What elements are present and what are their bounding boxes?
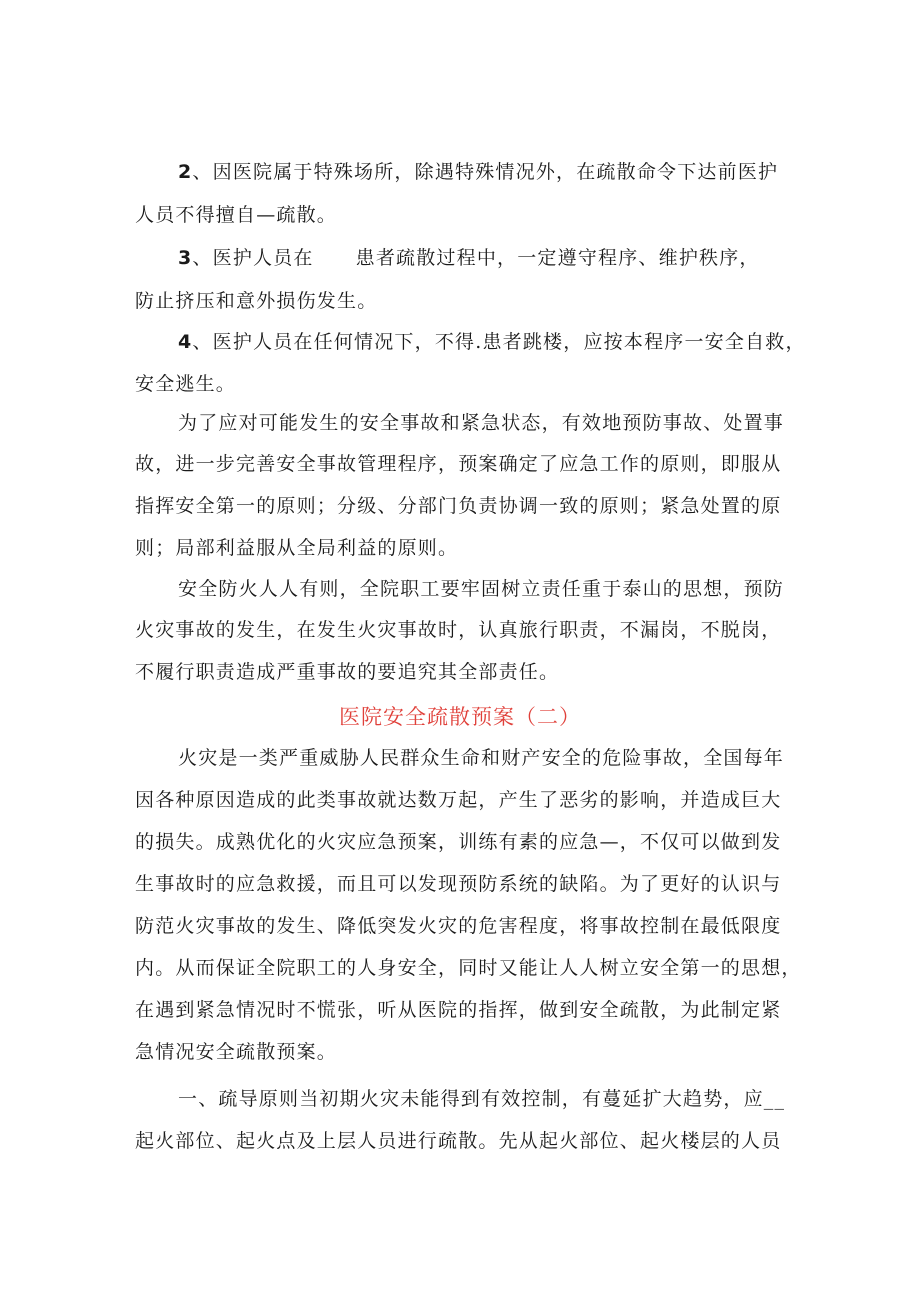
item-3-line-1: 3、医护人员在 患者疏散过程中，一定遵守程序、维护秩序， [178, 247, 760, 269]
item-number: 2 [178, 161, 193, 183]
paragraph-line: 内。从而保证全院职工的人身安全，同时又能让人人树立安全第一的思想， [135, 957, 802, 979]
paragraph-line: 安全防火人人有则，全院职工要牢固树立责任重于泰山的思想，预防 [178, 578, 785, 600]
paragraph-line: 为了应对可能发生的安全事故和紧急状态，有效地预防事故、处置事 [178, 412, 785, 434]
paragraph-line: 故，进一步完善安全事故管理程序，预案确定了应急工作的原则，即服从 [135, 453, 782, 475]
paragraph-line: 火灾事故的发生，在发生火灾事故时，认真旅行职责，不漏岗，不脱岗， [135, 619, 782, 641]
paragraph-line: 防范火灾事故的发生、降低突发火灾的危害程度，将事故控制在最低限度 [135, 915, 782, 937]
paragraph-line: 的损失。成熟优化的火灾应急预案，训练有素的应急—，不仅可以做到发 [135, 831, 782, 853]
paragraph-line: 因各种原因造成的此类事故就达数万起，产生了恶劣的影响，并造成巨大 [135, 789, 782, 811]
paragraph-line: 则；局部利益服从全局利益的原则。 [135, 537, 459, 559]
item-number: 3 [178, 247, 193, 269]
item-4-line-1: 4、医护人员在任何情况下，不得.患者跳楼，应按本程序一安全自救， [178, 331, 806, 353]
item-2-line-1: 2、因医院属于特殊场所，除遇特殊情况外，在疏散命令下达前医护 [178, 161, 779, 183]
paragraph-line: 急情况安全疏散预案。 [135, 1041, 338, 1063]
section-title: 医院安全疏散预案（二） [339, 705, 581, 729]
paragraph-line: 在遇到紧急情况时不慌张，听从医院的指挥，做到安全疏散，为此制定紧 [135, 999, 782, 1021]
paragraph-line: 火灾是一类严重威胁人民群众生命和财产安全的危险事故，全国每年 [178, 747, 785, 769]
item-2-line-2: 人员不得擅自—疏散。 [135, 204, 338, 226]
paragraph-line: 起火部位、起火点及上层人员进行疏散。先从起火部位、起火楼层的人员 [135, 1130, 782, 1152]
item-4-line-2: 安全逃生。 [135, 373, 237, 395]
item-3-line-2: 防止挤压和意外损伤发生。 [135, 290, 378, 312]
paragraph-line: 指挥安全第一的原则；分级、分部门负责协调一致的原则；紧急处置的原 [135, 495, 782, 517]
item-number: 4 [178, 331, 193, 353]
paragraph-line: 生事故时的应急救援，而且可以发现预防系统的缺陷。为了更好的认识与 [135, 873, 782, 895]
paragraph-line: 不履行职责造成严重事故的要追究其全部责任。 [135, 661, 560, 683]
paragraph-line: 一、疏导原则当初期火灾未能得到有效控制，有蔓延扩大趋势，应__ [178, 1088, 786, 1110]
